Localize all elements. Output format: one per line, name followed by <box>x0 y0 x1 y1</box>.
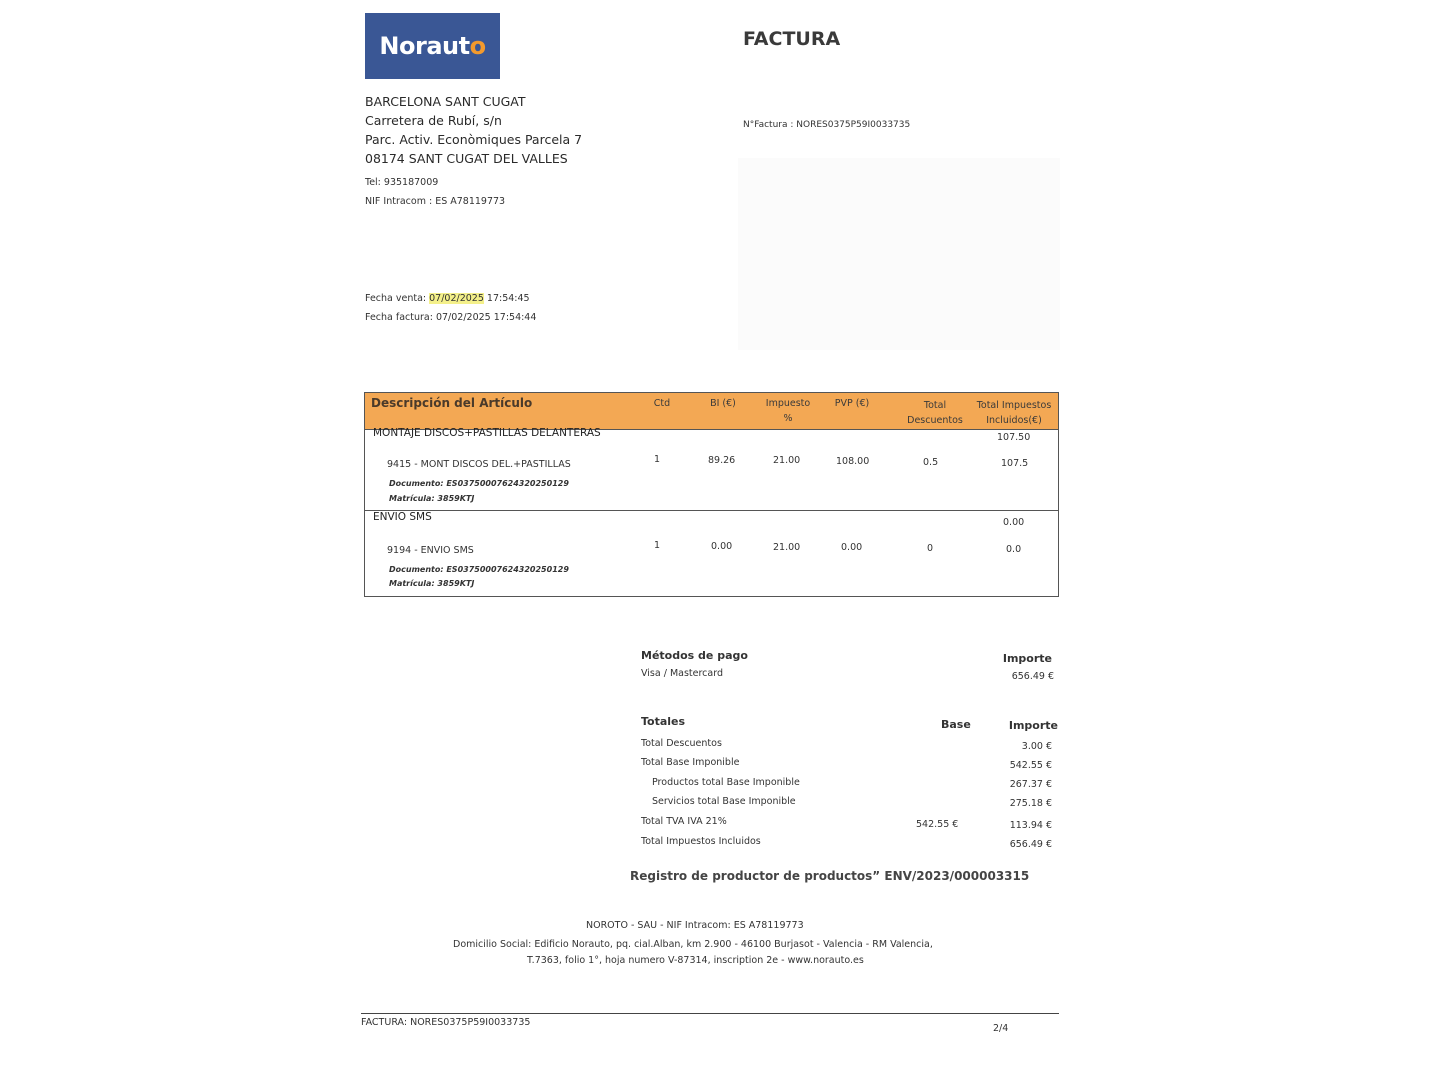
line-pvp: 108.00 <box>836 456 870 467</box>
header-pvp: PVP (€) <box>834 398 870 409</box>
invoice-date: Fecha factura: 07/02/2025 17:54:44 <box>365 312 537 323</box>
line-document: Documento: ES03750007624320250129 <box>389 565 569 574</box>
total-vat-base: 542.55 € <box>916 819 959 830</box>
line-document: Documento: ES03750007624320250129 <box>389 479 569 488</box>
logo-accent-letter: o <box>469 32 486 60</box>
payment-method: Visa / Mastercard <box>641 668 723 679</box>
header-description: Descripción del Artículo <box>371 396 533 410</box>
footer-divider <box>361 1013 1059 1014</box>
customer-block-redacted <box>738 158 1060 350</box>
sale-date-value: 07/02/2025 <box>429 293 484 304</box>
line-tax: 21.00 <box>773 455 801 466</box>
document-title: FACTURA <box>743 28 841 50</box>
line-pvp: 0.00 <box>841 542 863 553</box>
totals-amount-header: Importe <box>1008 719 1058 732</box>
legal-line-2: Domicilio Social: Edificio Norauto, pq. cial.Alban, km 2.900 - 46100 Burjasot - Valencia - RM Valencia, <box>453 939 933 950</box>
products-base-label: Productos total Base Imponible <box>652 777 800 788</box>
producer-registry: Registro de productor de productos” ENV/2023/000003315 <box>630 869 1030 883</box>
payment-amount: 656.49 € <box>1011 671 1054 682</box>
logo-text <box>379 32 485 60</box>
services-base-label: Servicios total Base Imponible <box>652 796 796 807</box>
line-total: 0.0 <box>1006 544 1022 555</box>
items-table-header <box>365 393 1058 430</box>
store-address-line-1: Carretera de Rubí, s/n <box>365 113 502 128</box>
total-discounts-amount: 3.00 € <box>1021 741 1052 752</box>
total-vat-amount: 113.94 € <box>1009 820 1052 831</box>
sale-date <box>365 293 530 304</box>
total-base-label: Total Base Imponible <box>641 757 740 768</box>
store-nif: NIF Intracom : ES A78119773 <box>365 196 506 207</box>
store-address-line-2: Parc. Activ. Econòmiques Parcela 7 <box>365 132 583 147</box>
store-address <box>365 92 582 168</box>
items-table <box>364 392 1059 597</box>
line-discount: 0.5 <box>923 457 939 468</box>
line-base: 89.26 <box>708 455 736 466</box>
totals-title: Totales <box>641 715 686 728</box>
total-base-amount: 542.55 € <box>1009 760 1052 771</box>
page-number: 2/4 <box>993 1023 1009 1034</box>
line-plate: Matrícula: 3859KTJ <box>389 579 475 588</box>
line-description: 9194 - ENVIO SMS <box>387 545 474 556</box>
line-qty: 1 <box>654 540 661 551</box>
invoice-number: N°Factura : NORES0375P59I0033735 <box>743 120 911 130</box>
sale-time-value: 17:54:45 <box>483 293 530 304</box>
store-address-line-3: 08174 SANT CUGAT DEL VALLES <box>365 151 568 166</box>
norauto-logo <box>365 13 500 79</box>
group-title: MONTAJE DISCOS+PASTILLAS DELANTERAS <box>373 427 601 439</box>
store-name: BARCELONA SANT CUGAT <box>365 94 526 109</box>
group-total: 0.00 <box>1003 517 1025 528</box>
header-qty: Ctd <box>653 398 671 409</box>
header-tax: Impuesto % <box>765 398 811 424</box>
legal-line-3: T.7363, folio 1°, hoja numero V-87314, inscription 2e - www.norauto.es <box>527 955 864 966</box>
line-discount: 0 <box>927 543 934 554</box>
header-discount: Total Descuentos <box>907 400 963 426</box>
line-tax: 21.00 <box>773 542 801 553</box>
totals-base-header: Base <box>941 718 971 731</box>
line-base: 0.00 <box>711 541 733 552</box>
line-total: 107.5 <box>1001 458 1029 469</box>
header-base: BI (€) <box>710 398 736 409</box>
services-base-amount: 275.18 € <box>1009 798 1052 809</box>
footer-invoice-number: FACTURA: NORES0375P59I0033735 <box>361 1017 531 1028</box>
line-description: 9415 - MONT DISCOS DEL.+PASTILLAS <box>387 459 571 470</box>
logo-main: Noraut <box>379 32 470 60</box>
total-vat-label: Total TVA IVA 21% <box>641 816 727 827</box>
group-total: 107.50 <box>997 432 1031 443</box>
group-separator <box>365 510 1058 511</box>
legal-line-1: NOROTO - SAU - NIF Intracom: ES A78119773 <box>586 920 804 931</box>
store-tel: Tel: 935187009 <box>365 177 439 188</box>
header-total: Total Impuestos Incluidos(€) <box>976 400 1052 426</box>
group-title: ENVIO SMS <box>373 511 432 523</box>
payment-amount-header: Importe <box>1002 652 1052 665</box>
total-incl-amount: 656.49 € <box>1009 839 1052 850</box>
line-qty: 1 <box>654 454 661 465</box>
total-incl-label: Total Impuestos Incluidos <box>641 836 761 847</box>
line-plate: Matrícula: 3859KTJ <box>389 494 475 503</box>
payment-title: Métodos de pago <box>641 649 748 662</box>
products-base-amount: 267.37 € <box>1009 779 1052 790</box>
sale-date-label: Fecha venta: <box>365 293 430 304</box>
total-discounts-label: Total Descuentos <box>641 738 722 749</box>
